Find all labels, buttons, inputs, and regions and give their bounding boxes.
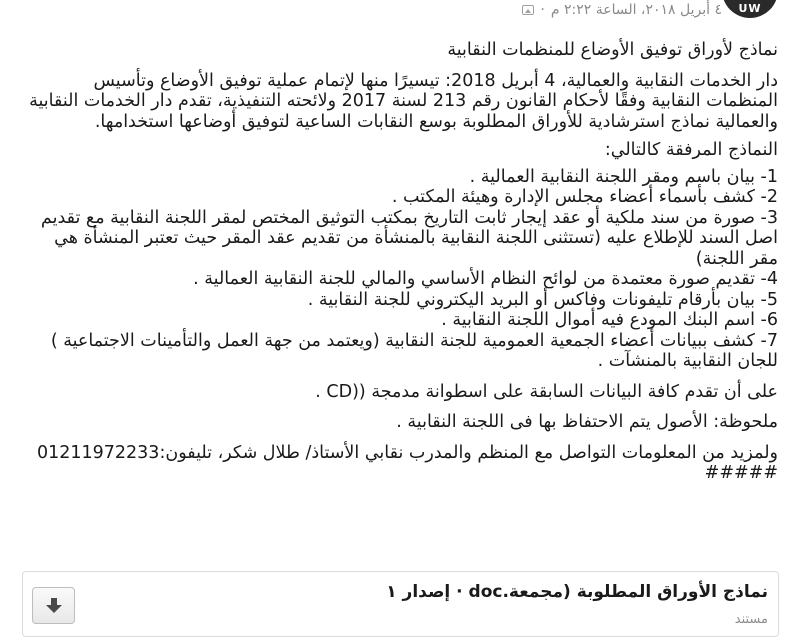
image-icon bbox=[522, 5, 534, 15]
download-arrow-icon bbox=[44, 596, 64, 616]
list-item: 6- اسم البنك المودع فيه أموال اللجنة النقابية . bbox=[441, 310, 778, 330]
cd-note: على أن تقدم كافة البيانات السابقة على اسطوانة مدمجة ((CD . bbox=[315, 381, 778, 402]
post-intro: دار الخدمات النقابية والعمالية، 4 أبريل 2018: تيسيرًا منها لإتمام عملية توفيق الأوضاع وتأسيس المنظمات النقابية وفقًا لأحكام القانون رقم 213 لسنة 2017 ولائحته التنفيذية، تقدم دار الخدمات النقابية والعمالية نماذج استرشادية للأوراق المطلوبة بوسع النقابات الساعية لتوفيق أوضاعها استخدامها. bbox=[29, 70, 778, 132]
list-item: 7- كشف ببيانات أعضاء الجمعية العمومية للجنة النقابية (ويعتمد من جهة العمل والتأمينات الاجتماعية ) للجان النقابية بالمنشآت . bbox=[50, 330, 778, 371]
post-date[interactable]: ٤ أبريل ٢٠١٨، الساعة ٢:٢٢ م bbox=[550, 2, 722, 18]
contact-info: ولمزيد من المعلومات التواصل مع المنظم والمدرب نقابي الأستاذ/ طلال شكر، تليفون:01211972233 bbox=[36, 442, 778, 463]
hashes-line: ##### bbox=[704, 463, 778, 483]
requirements-list bbox=[28, 167, 778, 372]
attachment-card[interactable] bbox=[22, 571, 779, 637]
meta-separator: · bbox=[540, 2, 545, 18]
originals-note: ملحوظة: الأصول يتم الاحتفاظ بها فى اللجنة النقابية . bbox=[396, 412, 778, 432]
list-item: 5- بيان بأرقام تليفونات وفاكس أو البريد اليكتروني للجنة النقابية . bbox=[307, 289, 778, 310]
author-avatar[interactable] bbox=[722, 0, 778, 18]
attachment-type: مستند bbox=[734, 612, 768, 627]
attachment-title[interactable]: نماذج الأوراق المطلوبة (مجمعة.doc · إصدار ١ bbox=[386, 582, 768, 602]
list-item: 1- بيان باسم ومقر اللجنة النقابية العمالية . bbox=[469, 166, 778, 187]
avatar-logo-text: UW bbox=[738, 2, 762, 15]
list-item: 3- صورة من سند ملكية أو عقد إيجار ثابت التاريخ بمكتب التوثيق المختص لمقر اللجنة النقابية مع تقديم اصل السند للإطلاع عليه (تستثنى اللجنة النقابية بالمنشأة من تقديم عقد المقر حيث تعتبر المنشأة هي مقر اللجنة) bbox=[40, 207, 778, 269]
post-title: نماذج لأوراق توفيق الأوضاع للمنظمات النقابية bbox=[447, 40, 778, 60]
list-item: 4- تقديم صورة معتمدة من لوائح النظام الأساسي والمالي للجنة النقابية العمالية . bbox=[193, 269, 778, 289]
post-body bbox=[28, 40, 778, 484]
list-item: 2- كشف بأسماء أعضاء مجلس الإدارة وهيئة المكتب . bbox=[391, 187, 778, 207]
download-button[interactable] bbox=[32, 587, 75, 624]
list-intro: النماذج المرفقة كالتالي: bbox=[604, 140, 778, 160]
post-meta bbox=[522, 0, 722, 20]
